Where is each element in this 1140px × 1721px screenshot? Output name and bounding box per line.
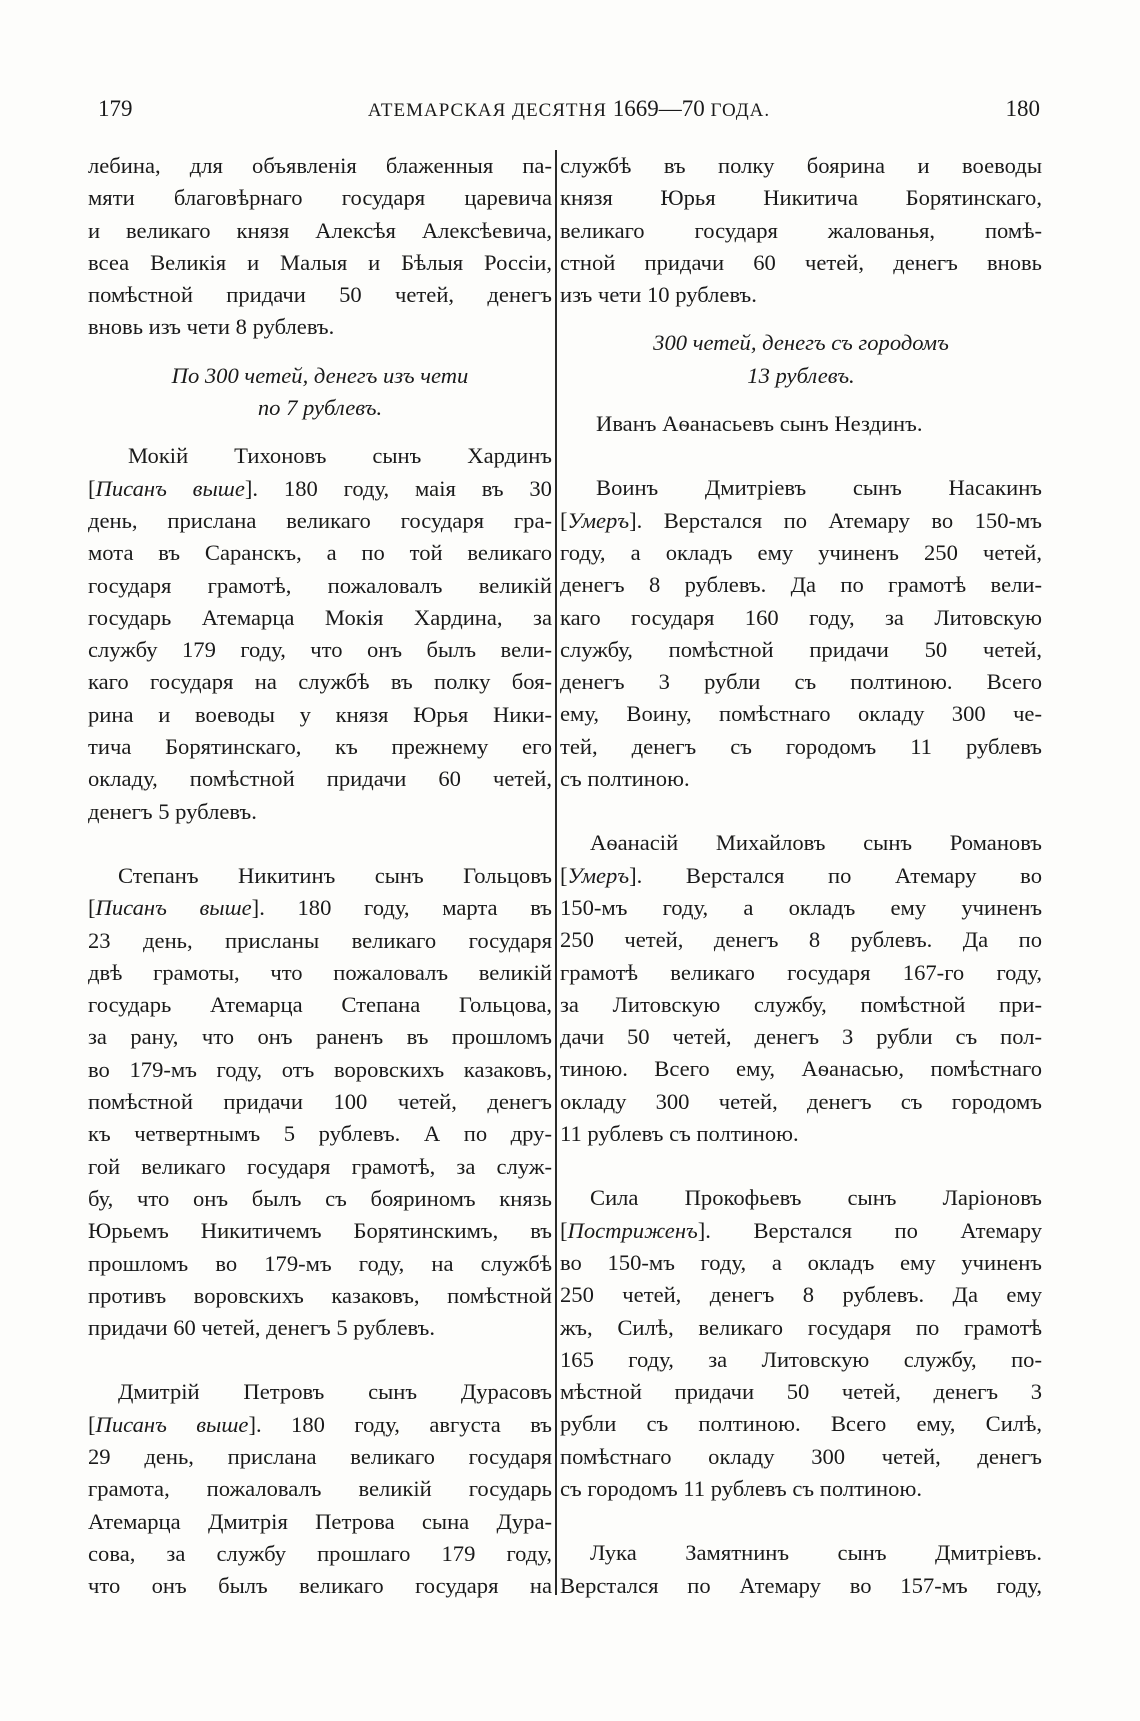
text-line: прошломъ во 179-мъ году, на службѣ (88, 1250, 552, 1276)
text-line: грамотѣ великаго государя 167-го году, (560, 959, 1042, 985)
text-line: тича Борятинскаго, къ прежнему его (88, 734, 552, 760)
text-line: 150-мъ году, а окладъ ему учиненъ (560, 894, 1042, 920)
text-line: во 179-мъ году, отъ воровскихъ казаковъ, (88, 1056, 552, 1082)
text-line: во 150-мъ году, а окладъ ему учиненъ (560, 1249, 1042, 1275)
text-line: мота въ Саранскъ, а по той великаго (88, 540, 552, 566)
text-line: вновь изъ чети 8 рублевъ. (88, 314, 335, 340)
entry-note: Писанъ выше (95, 895, 252, 921)
entry-romanov (560, 827, 1042, 1150)
entry-name: Дмитрій Петровъ сынъ Дурасовъ (118, 1379, 552, 1405)
text-line: 250 четей, денегъ 8 рублевъ. Да по (560, 927, 1042, 953)
text-line: службу 179 году, что онъ былъ вели- (88, 637, 552, 663)
entry-larionov (560, 1182, 1042, 1505)
entry-name: Аѳанасій Михайловъ сынъ Романовъ (590, 830, 1042, 856)
text-line: съ полтиною. (560, 766, 690, 792)
text-line: жъ, Силѣ, великаго государя по грамотѣ (560, 1314, 1042, 1340)
text-line: гой великаго государя грамотѣ, за служ- (88, 1153, 552, 1179)
running-title (88, 96, 1050, 122)
entry-goltsov (88, 860, 552, 1344)
entry-name: Воинъ Дмитріевъ сынъ Насакинъ (596, 475, 1042, 501)
text-line: [Писанъ выше]. 180 году, марта въ (88, 895, 552, 921)
heading-line: 13 рублевъ. (747, 362, 855, 388)
entry-nasakin (560, 472, 1042, 795)
text-line: къ четвертнымъ 5 рублевъ. А по дру- (88, 1121, 552, 1147)
page-number-right: 180 (1005, 96, 1040, 121)
text-line: 250 четей, денегъ 8 рублевъ. Да ему (560, 1282, 1042, 1308)
text-line: стной придачи 60 четей, денегъ вновь (560, 249, 1042, 275)
text-line: Атемарца Дмитрія Петрова сына Дура- (88, 1508, 552, 1534)
column-divider (555, 150, 557, 1595)
text-line: съ городомъ 11 рублевъ съ полтиною. (560, 1475, 922, 1501)
text-line: Юрьемъ Никитичемъ Борятинскимъ, въ (88, 1218, 552, 1244)
entry-name: Иванъ Аѳанасьевъ сынъ Нездинъ. (596, 411, 923, 437)
text-line: денегъ 8 рублевъ. Да по грамотѣ вели- (560, 572, 1042, 598)
text-line: мяти благовѣрнаго государя царевича (88, 185, 552, 211)
text-line: государь Атемарца Степана Гольцова, (88, 992, 552, 1018)
text-line: помѣстнаго окладу 300 четей, денегъ (560, 1443, 1042, 1469)
text-line: за рану, что онъ раненъ въ прошломъ (88, 1024, 552, 1050)
text-line: мѣстной придачи 50 четей, денегъ 3 (560, 1379, 1042, 1405)
heading-line: по 7 рублевъ. (257, 395, 383, 421)
entry-dmitriev (560, 1537, 1042, 1602)
text-line: дачи 50 четей, денегъ 3 рубли съ пол- (560, 1024, 1042, 1050)
text-line: службѣ въ полку боярина и воеводы (560, 153, 1042, 178)
text-line: день, прислана великаго государя гра- (88, 507, 552, 533)
paragraph-continuation (88, 150, 552, 344)
entry-note: Постриженъ (567, 1217, 698, 1243)
entry-note: Умеръ (567, 507, 630, 533)
text-line: рина и воеводы у князя Юрья Ники- (88, 701, 552, 727)
entry-note: Писанъ выше (95, 1411, 249, 1437)
text-line: тей, денегъ съ городомъ 11 рублевъ (560, 733, 1042, 759)
right-column (560, 150, 1042, 1706)
text-line: каго государя 160 году, за Литовскую (560, 604, 1042, 630)
text-line: Верстался по Атемару во 157-мъ году, (560, 1572, 1042, 1598)
text-line: 29 день, прислана великаго государя (88, 1443, 552, 1469)
entry-name: Лука Замятнинъ сынъ Дмитріевъ. (590, 1540, 1042, 1566)
text-line: помѣстной придачи 100 четей, денегъ (88, 1089, 552, 1115)
text-line: грамота, пожаловалъ великій государь (88, 1476, 552, 1502)
paragraph-continuation (560, 150, 1042, 311)
text-line: денегъ 3 рубли съ полтиною. Всего (560, 669, 1042, 695)
text-line: сова, за службу прошлаго 179 году, (88, 1540, 552, 1566)
text-line: помѣстной придачи 50 четей, денегъ (88, 282, 552, 308)
entry-name: Мокій Тихоновъ сынъ Хардинъ (128, 443, 552, 469)
text-line: окладу 300 четей, денегъ съ городомъ (560, 1088, 1042, 1114)
text-line: всеа Великія и Малыя и Бѣлыя Россіи, (88, 249, 552, 275)
text-line: 23 день, присланы великаго государя (88, 927, 552, 953)
text-line: [Умеръ]. Верстался по Атемару во (560, 862, 1042, 888)
text-line: государь Атемарца Мокія Хардина, за (88, 604, 552, 630)
text-line: году, а окладъ ему учиненъ 250 четей, (560, 539, 1042, 565)
running-title-suffix: ГОДА. (710, 100, 771, 121)
text-line: князя Юрья Никитича Борятинскаго, (560, 185, 1042, 211)
text-line: противъ воровскихъ казаковъ, помѣстной (88, 1282, 552, 1308)
text-line: [Умеръ]. Верстался по Атемару во 150-мъ (560, 507, 1042, 533)
running-header (88, 92, 1050, 132)
section-heading (560, 327, 1042, 392)
text-line: 11 рублевъ съ полтиною. (560, 1121, 799, 1147)
text-line: придачи 60 четей, денегъ 5 рублевъ. (88, 1315, 435, 1341)
running-title-text: АТЕМАРСКАЯ ДЕСЯТНЯ (367, 100, 607, 121)
text-line: службу, помѣстной придачи 50 четей, (560, 636, 1042, 662)
text-line: тиною. Всего ему, Аѳанасью, помѣстнаго (560, 1056, 1042, 1082)
entry-durasov (88, 1376, 552, 1602)
page-number-left: 179 (98, 96, 133, 121)
text-line: 165 году, за Литовскую службу, по- (560, 1346, 1042, 1372)
entry-name: Степанъ Никитинъ сынъ Гольцовъ (118, 862, 552, 888)
text-line: ему, Воину, помѣстнаго окладу 300 че- (560, 701, 1042, 727)
text-line: бу, что онъ былъ съ бояриномъ князь (88, 1185, 552, 1211)
section-heading (88, 360, 552, 425)
text-line: что онъ былъ великаго государя на (88, 1573, 552, 1599)
entry-note: Писанъ выше (95, 475, 245, 501)
running-title-years: 1669—70 (612, 96, 705, 121)
text-line: двѣ грамоты, что пожаловалъ великій (88, 959, 552, 985)
text-line: лебина, для объявленія блаженныя па- (88, 153, 552, 178)
entry-hardin (88, 440, 552, 828)
text-line: окладу, помѣстной придачи 60 четей, (88, 766, 552, 792)
text-line: денегъ 5 рублевъ. (88, 798, 257, 824)
entry-nezdin (560, 408, 1042, 440)
text-line: изъ чети 10 рублевъ. (560, 282, 757, 308)
heading-line: 300 четей, денегъ съ городомъ (653, 330, 949, 356)
left-column (88, 150, 552, 1706)
text-line: великаго государя жалованья, помѣ- (560, 217, 1042, 243)
heading-line: По 300 четей, денегъ изъ чети (171, 362, 469, 388)
text-line: [Писанъ выше]. 180 году, августа въ (88, 1411, 552, 1437)
entry-note: Умеръ (567, 862, 630, 888)
text-line: [Писанъ выше]. 180 году, маія въ 30 (88, 475, 552, 501)
text-line: государя грамотѣ, пожаловалъ великій (88, 572, 552, 598)
text-line: и великаго князя Алексѣя Алексѣевича, (88, 217, 552, 243)
text-line: за Литовскую службу, помѣстной при- (560, 991, 1042, 1017)
text-line: [Постриженъ]. Верстался по Атемару (560, 1217, 1042, 1243)
text-line: рубли съ полтиною. Всего ему, Силѣ, (560, 1411, 1042, 1437)
text-line: каго государя на службѣ въ полку боя- (88, 669, 552, 695)
entry-name: Сила Прокофьевъ сынъ Ларіоновъ (590, 1185, 1042, 1211)
